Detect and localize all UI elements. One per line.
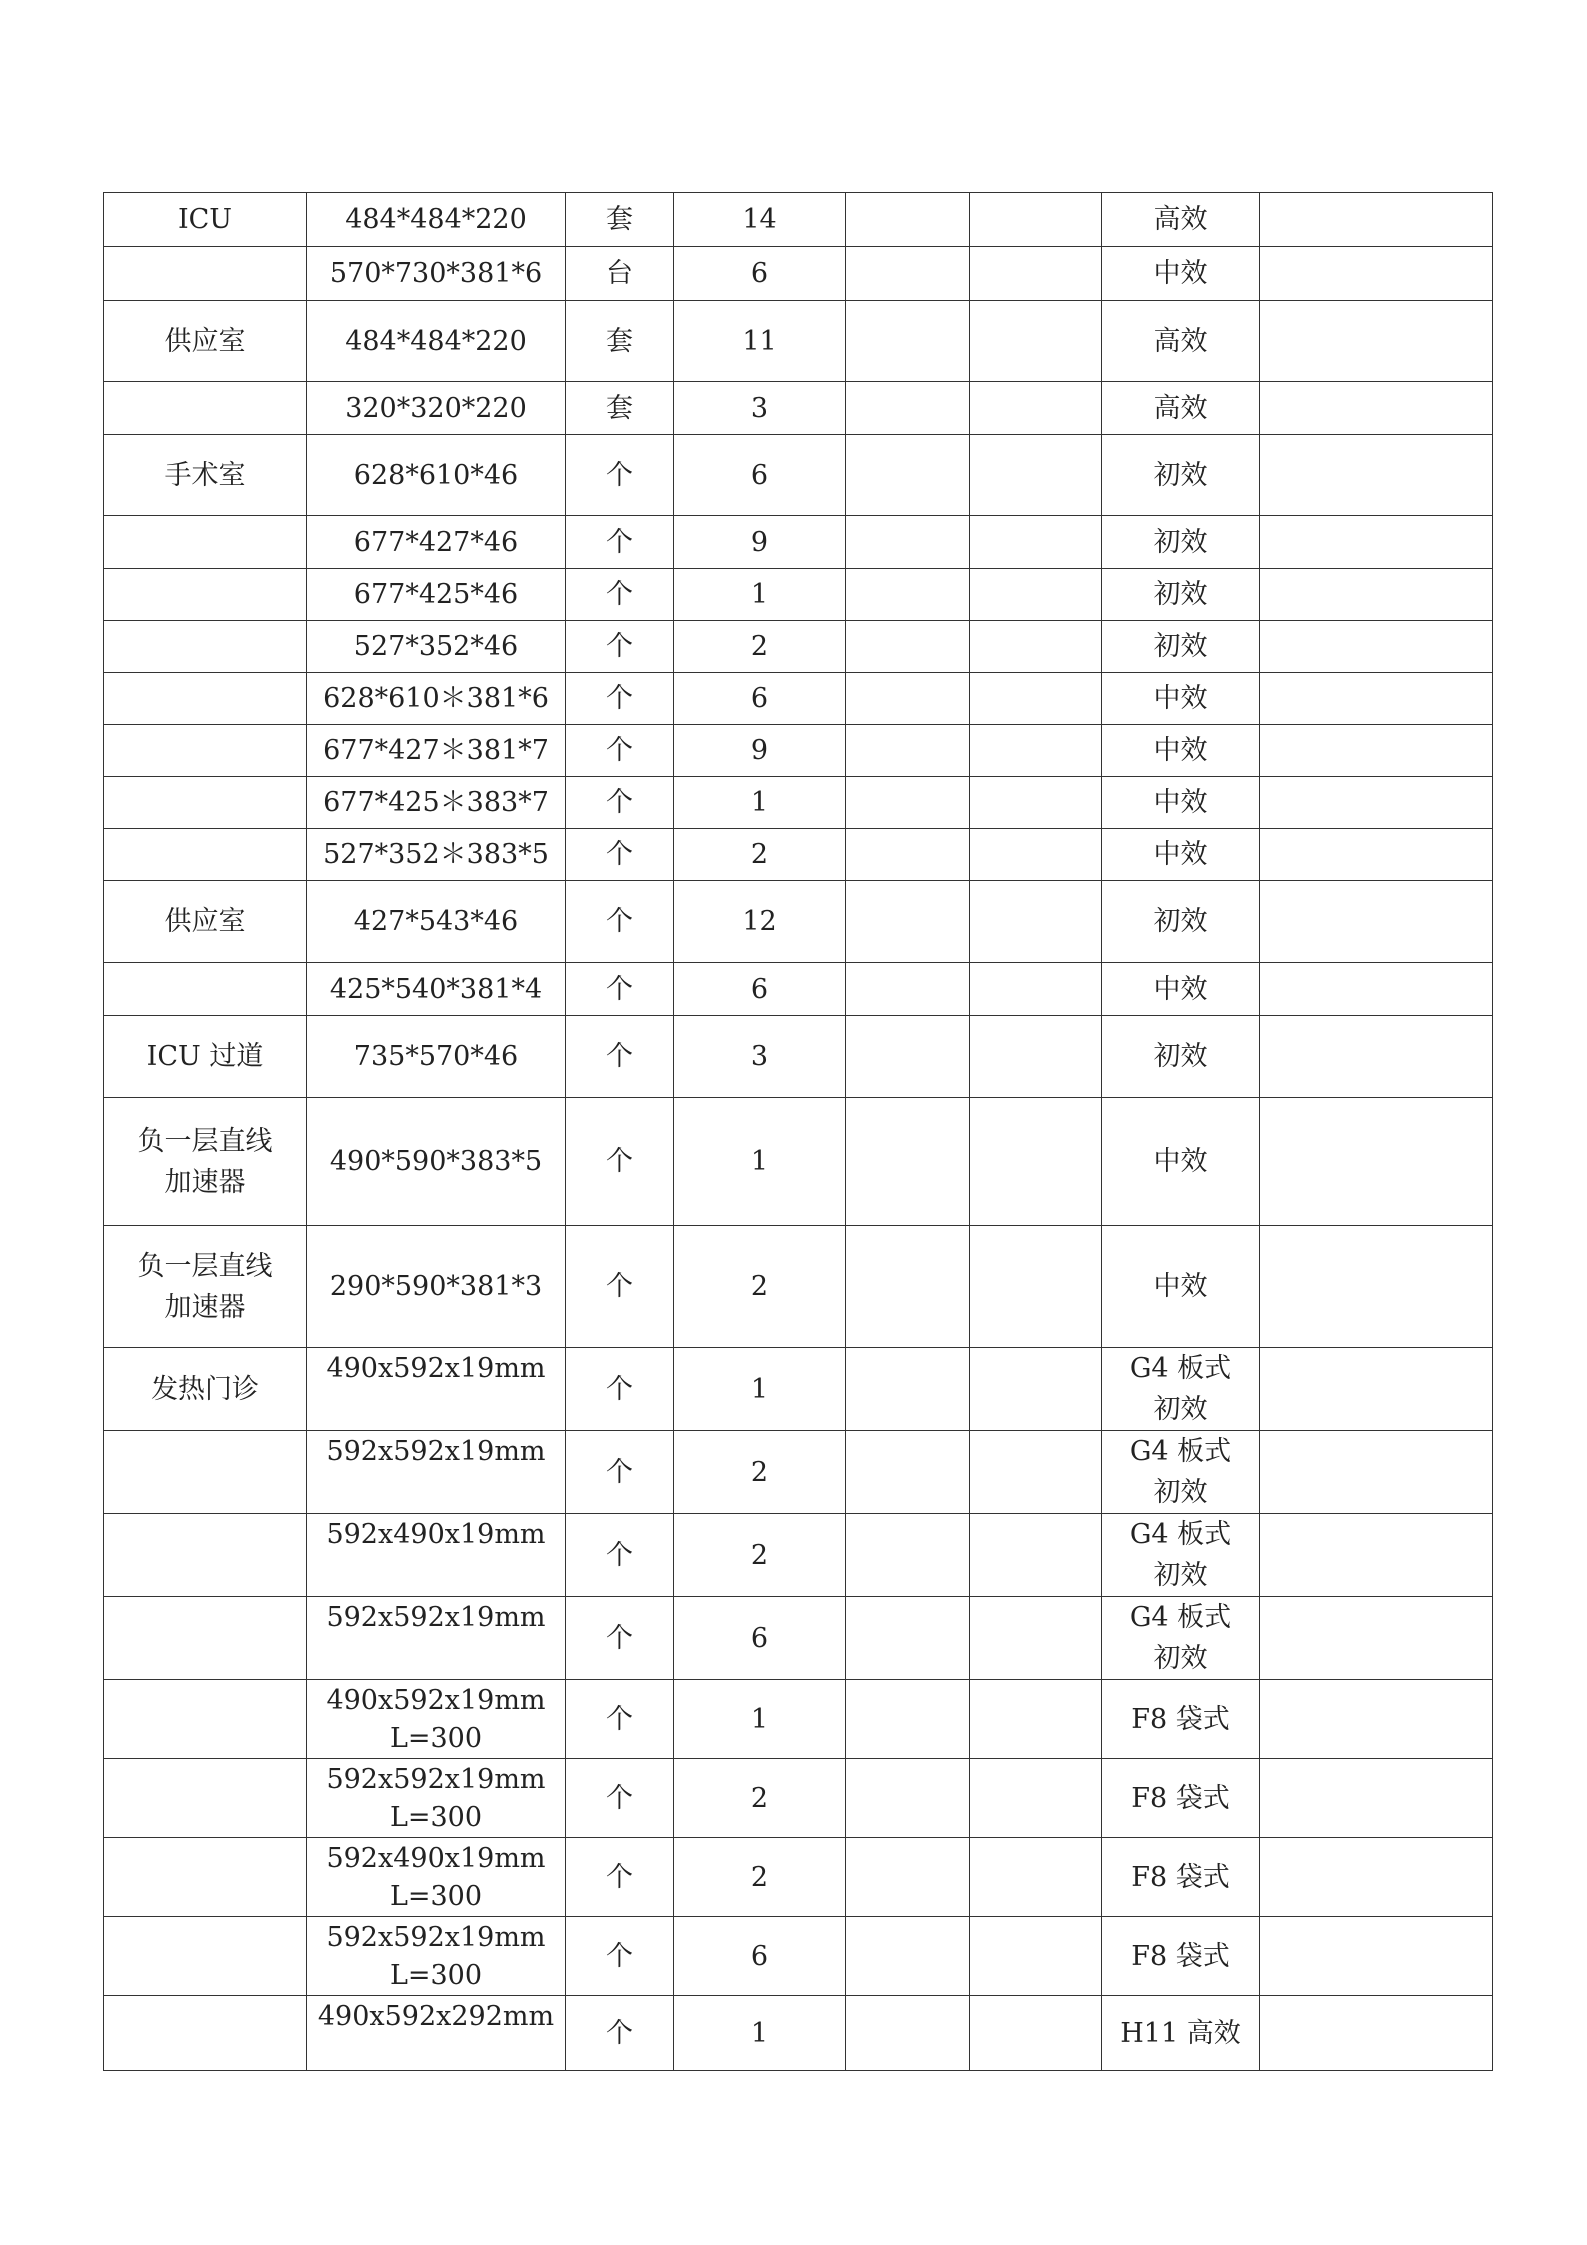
spec-cell: 425*540*381*4 xyxy=(307,963,566,1016)
blank-cell xyxy=(1260,1348,1493,1431)
unit-cell: 个 xyxy=(566,621,674,673)
grade-cell: F8 袋式 xyxy=(1102,1680,1260,1759)
grade-line: 初效 xyxy=(1153,1643,1208,1674)
grade-cell xyxy=(1102,1597,1260,1680)
blank-cell xyxy=(846,1597,970,1680)
table-row xyxy=(104,1348,1493,1431)
table-row xyxy=(104,881,1493,963)
spec-cell: 592x490x19mm xyxy=(307,1514,566,1597)
grade-cell: 初效 xyxy=(1102,516,1260,569)
spec-cell xyxy=(307,1680,566,1759)
spec-line: 592x592x19mm xyxy=(326,1764,546,1795)
table-row xyxy=(104,382,1493,435)
qty-cell: 1 xyxy=(674,1996,846,2071)
table-row xyxy=(104,569,1493,621)
blank-cell xyxy=(970,621,1102,673)
blank-cell xyxy=(846,1226,970,1348)
table-row xyxy=(104,621,1493,673)
grade-cell: F8 袋式 xyxy=(1102,1838,1260,1917)
location-cell xyxy=(104,1917,307,1996)
spec-cell: 592x592x19mm xyxy=(307,1597,566,1680)
location-cell xyxy=(104,1098,307,1226)
blank-cell xyxy=(846,1917,970,1996)
table-row xyxy=(104,1680,1493,1759)
blank-cell xyxy=(846,1431,970,1514)
grade-line: G4 板式 xyxy=(1129,1519,1232,1550)
unit-cell: 个 xyxy=(566,1226,674,1348)
grade-cell: 高效 xyxy=(1102,301,1260,382)
unit-cell: 个 xyxy=(566,1431,674,1514)
unit-cell: 个 xyxy=(566,435,674,516)
blank-cell xyxy=(1260,1431,1493,1514)
qty-cell: 2 xyxy=(674,1838,846,1917)
spec-line: L=300 xyxy=(389,1881,483,1912)
spec-cell: 490*590*383*5 xyxy=(307,1098,566,1226)
location-cell xyxy=(104,673,307,725)
unit-cell: 个 xyxy=(566,881,674,963)
unit-cell: 个 xyxy=(566,1597,674,1680)
blank-cell xyxy=(970,1838,1102,1917)
grade-cell xyxy=(1102,1348,1260,1431)
table-row xyxy=(104,1597,1493,1680)
unit-cell: 台 xyxy=(566,247,674,301)
grade-cell: H11 高效 xyxy=(1102,1996,1260,2071)
unit-cell: 个 xyxy=(566,725,674,777)
unit-cell: 个 xyxy=(566,569,674,621)
spec-cell: 735*570*46 xyxy=(307,1016,566,1098)
blank-cell xyxy=(970,1759,1102,1838)
spec-cell: 677*425*46 xyxy=(307,569,566,621)
unit-cell: 套 xyxy=(566,193,674,247)
blank-cell xyxy=(1260,301,1493,382)
grade-cell: 初效 xyxy=(1102,1016,1260,1098)
qty-cell: 3 xyxy=(674,382,846,435)
blank-cell xyxy=(1260,1680,1493,1759)
unit-cell: 个 xyxy=(566,1838,674,1917)
blank-cell xyxy=(846,1838,970,1917)
qty-cell: 2 xyxy=(674,621,846,673)
location-line: 负一层直线 xyxy=(137,1250,273,1282)
blank-cell xyxy=(970,1996,1102,2071)
table-row xyxy=(104,1431,1493,1514)
unit-cell: 个 xyxy=(566,1759,674,1838)
location-cell xyxy=(104,777,307,829)
grade-cell xyxy=(1102,1514,1260,1597)
blank-cell xyxy=(1260,247,1493,301)
location-cell xyxy=(104,569,307,621)
table-row xyxy=(104,1226,1493,1348)
qty-cell: 14 xyxy=(674,193,846,247)
blank-cell xyxy=(846,382,970,435)
spec-cell: 592x592x19mm xyxy=(307,1431,566,1514)
spec-cell: 490x592x292mm xyxy=(307,1996,566,2071)
blank-cell xyxy=(846,621,970,673)
table-row xyxy=(104,673,1493,725)
grade-cell: 初效 xyxy=(1102,621,1260,673)
qty-cell: 1 xyxy=(674,1680,846,1759)
location-cell xyxy=(104,1838,307,1917)
spec-cell: 527*352*46 xyxy=(307,621,566,673)
grade-cell: F8 袋式 xyxy=(1102,1759,1260,1838)
grade-line: G4 板式 xyxy=(1129,1602,1232,1633)
qty-cell: 12 xyxy=(674,881,846,963)
blank-cell xyxy=(846,725,970,777)
table-row xyxy=(104,1917,1493,1996)
blank-cell xyxy=(1260,1514,1493,1597)
blank-cell xyxy=(846,1759,970,1838)
unit-cell: 个 xyxy=(566,1098,674,1226)
blank-cell xyxy=(970,193,1102,247)
grade-cell: F8 袋式 xyxy=(1102,1917,1260,1996)
spec-line: L=300 xyxy=(389,1723,483,1754)
spec-cell: 677*427＊381*7 xyxy=(307,725,566,777)
filter-spec-table xyxy=(103,192,1493,2071)
location-cell xyxy=(104,829,307,881)
location-cell xyxy=(104,725,307,777)
blank-cell xyxy=(846,1348,970,1431)
blank-cell xyxy=(970,1348,1102,1431)
blank-cell xyxy=(970,1514,1102,1597)
blank-cell xyxy=(1260,777,1493,829)
spec-line: 592x592x19mm xyxy=(326,1922,546,1953)
location-cell xyxy=(104,963,307,1016)
unit-cell: 个 xyxy=(566,673,674,725)
qty-cell: 6 xyxy=(674,963,846,1016)
blank-cell xyxy=(970,301,1102,382)
blank-cell xyxy=(1260,1597,1493,1680)
qty-cell: 1 xyxy=(674,1098,846,1226)
qty-cell: 11 xyxy=(674,301,846,382)
blank-cell xyxy=(846,881,970,963)
qty-cell: 9 xyxy=(674,725,846,777)
location-cell xyxy=(104,1996,307,2071)
blank-cell xyxy=(1260,435,1493,516)
spec-cell: 320*320*220 xyxy=(307,382,566,435)
blank-cell xyxy=(970,1226,1102,1348)
qty-cell: 2 xyxy=(674,829,846,881)
grade-cell: 中效 xyxy=(1102,777,1260,829)
table-row xyxy=(104,193,1493,247)
unit-cell: 个 xyxy=(566,777,674,829)
blank-cell xyxy=(846,963,970,1016)
unit-cell: 个 xyxy=(566,1348,674,1431)
grade-cell: 初效 xyxy=(1102,569,1260,621)
blank-cell xyxy=(970,1098,1102,1226)
location-cell xyxy=(104,1597,307,1680)
blank-cell xyxy=(1260,829,1493,881)
blank-cell xyxy=(1260,963,1493,1016)
spec-line: 490x592x19mm xyxy=(326,1685,546,1716)
blank-cell xyxy=(846,516,970,569)
unit-cell: 套 xyxy=(566,382,674,435)
spec-cell xyxy=(307,1838,566,1917)
blank-cell xyxy=(970,435,1102,516)
blank-cell xyxy=(970,247,1102,301)
unit-cell: 个 xyxy=(566,1917,674,1996)
blank-cell xyxy=(970,516,1102,569)
blank-cell xyxy=(1260,881,1493,963)
blank-cell xyxy=(1260,1917,1493,1996)
qty-cell: 1 xyxy=(674,777,846,829)
spec-cell: 628*610*46 xyxy=(307,435,566,516)
location-cell: ICU 过道 xyxy=(104,1016,307,1098)
blank-cell xyxy=(1260,1016,1493,1098)
unit-cell: 套 xyxy=(566,301,674,382)
location-cell xyxy=(104,1226,307,1348)
blank-cell xyxy=(1260,1098,1493,1226)
blank-cell xyxy=(846,673,970,725)
spec-cell: 628*610＊381*6 xyxy=(307,673,566,725)
qty-cell: 2 xyxy=(674,1226,846,1348)
blank-cell xyxy=(1260,621,1493,673)
grade-line: 初效 xyxy=(1153,1560,1208,1591)
blank-cell xyxy=(846,301,970,382)
table-row xyxy=(104,301,1493,382)
blank-cell xyxy=(1260,673,1493,725)
table-row xyxy=(104,435,1493,516)
qty-cell: 3 xyxy=(674,1016,846,1098)
blank-cell xyxy=(1260,1996,1493,2071)
blank-cell xyxy=(846,193,970,247)
unit-cell: 个 xyxy=(566,963,674,1016)
table-row xyxy=(104,1098,1493,1226)
grade-cell: 中效 xyxy=(1102,1098,1260,1226)
blank-cell xyxy=(846,1016,970,1098)
table-row xyxy=(104,516,1493,569)
grade-cell: 中效 xyxy=(1102,829,1260,881)
grade-line: 初效 xyxy=(1153,1394,1208,1425)
blank-cell xyxy=(970,673,1102,725)
blank-cell xyxy=(970,881,1102,963)
qty-cell: 6 xyxy=(674,1917,846,1996)
grade-cell: 中效 xyxy=(1102,673,1260,725)
location-cell: 手术室 xyxy=(104,435,307,516)
grade-cell: 中效 xyxy=(1102,963,1260,1016)
spec-cell xyxy=(307,1917,566,1996)
location-line: 负一层直线 xyxy=(137,1125,273,1157)
spec-cell: 570*730*381*6 xyxy=(307,247,566,301)
grade-cell: 初效 xyxy=(1102,881,1260,963)
grade-cell: 中效 xyxy=(1102,725,1260,777)
qty-cell: 1 xyxy=(674,569,846,621)
unit-cell: 个 xyxy=(566,829,674,881)
blank-cell xyxy=(970,569,1102,621)
location-cell: 供应室 xyxy=(104,301,307,382)
blank-cell xyxy=(846,1098,970,1226)
blank-cell xyxy=(846,1996,970,2071)
blank-cell xyxy=(846,569,970,621)
qty-cell: 6 xyxy=(674,247,846,301)
unit-cell: 个 xyxy=(566,1514,674,1597)
grade-line: G4 板式 xyxy=(1129,1436,1232,1467)
blank-cell xyxy=(970,1431,1102,1514)
table-row xyxy=(104,1514,1493,1597)
qty-cell: 2 xyxy=(674,1759,846,1838)
spec-cell: 290*590*381*3 xyxy=(307,1226,566,1348)
blank-cell xyxy=(1260,725,1493,777)
table-row xyxy=(104,1016,1493,1098)
location-cell xyxy=(104,1514,307,1597)
location-cell xyxy=(104,1759,307,1838)
spec-cell: 484*484*220 xyxy=(307,301,566,382)
location-cell xyxy=(104,1680,307,1759)
location-cell xyxy=(104,516,307,569)
location-cell: 发热门诊 xyxy=(104,1348,307,1431)
spec-cell: 490x592x19mm xyxy=(307,1348,566,1431)
spec-cell: 677*427*46 xyxy=(307,516,566,569)
table-row xyxy=(104,777,1493,829)
blank-cell xyxy=(846,1680,970,1759)
blank-cell xyxy=(1260,193,1493,247)
qty-cell: 1 xyxy=(674,1348,846,1431)
blank-cell xyxy=(846,247,970,301)
unit-cell: 个 xyxy=(566,1996,674,2071)
grade-cell: 中效 xyxy=(1102,1226,1260,1348)
spec-cell: 677*425＊383*7 xyxy=(307,777,566,829)
blank-cell xyxy=(1260,1838,1493,1917)
grade-line: 初效 xyxy=(1153,1477,1208,1508)
blank-cell xyxy=(1260,1226,1493,1348)
location-line: 加速器 xyxy=(164,1291,246,1323)
grade-cell xyxy=(1102,1431,1260,1514)
unit-cell: 个 xyxy=(566,1016,674,1098)
spec-line: L=300 xyxy=(389,1802,483,1833)
location-cell: ICU xyxy=(104,193,307,247)
spec-line: 592x490x19mm xyxy=(326,1843,546,1874)
blank-cell xyxy=(970,725,1102,777)
blank-cell xyxy=(970,829,1102,881)
grade-cell: 中效 xyxy=(1102,247,1260,301)
qty-cell: 6 xyxy=(674,435,846,516)
grade-line: G4 板式 xyxy=(1129,1353,1232,1384)
qty-cell: 6 xyxy=(674,1597,846,1680)
blank-cell xyxy=(970,382,1102,435)
blank-cell xyxy=(846,435,970,516)
spec-cell: 527*352＊383*5 xyxy=(307,829,566,881)
table-row xyxy=(104,1759,1493,1838)
spec-cell: 484*484*220 xyxy=(307,193,566,247)
qty-cell: 2 xyxy=(674,1431,846,1514)
blank-cell xyxy=(970,1016,1102,1098)
unit-cell: 个 xyxy=(566,1680,674,1759)
location-cell xyxy=(104,621,307,673)
blank-cell xyxy=(846,829,970,881)
location-cell xyxy=(104,1431,307,1514)
spec-line: L=300 xyxy=(389,1960,483,1991)
blank-cell xyxy=(970,1917,1102,1996)
location-cell xyxy=(104,382,307,435)
grade-cell: 高效 xyxy=(1102,382,1260,435)
blank-cell xyxy=(1260,382,1493,435)
location-cell: 供应室 xyxy=(104,881,307,963)
blank-cell xyxy=(970,963,1102,1016)
blank-cell xyxy=(846,1514,970,1597)
blank-cell xyxy=(970,1597,1102,1680)
table-row xyxy=(104,829,1493,881)
qty-cell: 2 xyxy=(674,1514,846,1597)
table-row xyxy=(104,1838,1493,1917)
table-row xyxy=(104,1996,1493,2071)
blank-cell xyxy=(846,777,970,829)
grade-cell: 初效 xyxy=(1102,435,1260,516)
unit-cell: 个 xyxy=(566,516,674,569)
blank-cell xyxy=(1260,1759,1493,1838)
blank-cell xyxy=(1260,516,1493,569)
location-line: 加速器 xyxy=(164,1166,246,1198)
blank-cell xyxy=(970,1680,1102,1759)
spec-cell: 427*543*46 xyxy=(307,881,566,963)
spec-cell xyxy=(307,1759,566,1838)
qty-cell: 9 xyxy=(674,516,846,569)
table-row xyxy=(104,247,1493,301)
table-row xyxy=(104,963,1493,1016)
qty-cell: 6 xyxy=(674,673,846,725)
blank-cell xyxy=(970,777,1102,829)
blank-cell xyxy=(1260,569,1493,621)
location-cell xyxy=(104,247,307,301)
grade-cell: 高效 xyxy=(1102,193,1260,247)
table-row xyxy=(104,725,1493,777)
